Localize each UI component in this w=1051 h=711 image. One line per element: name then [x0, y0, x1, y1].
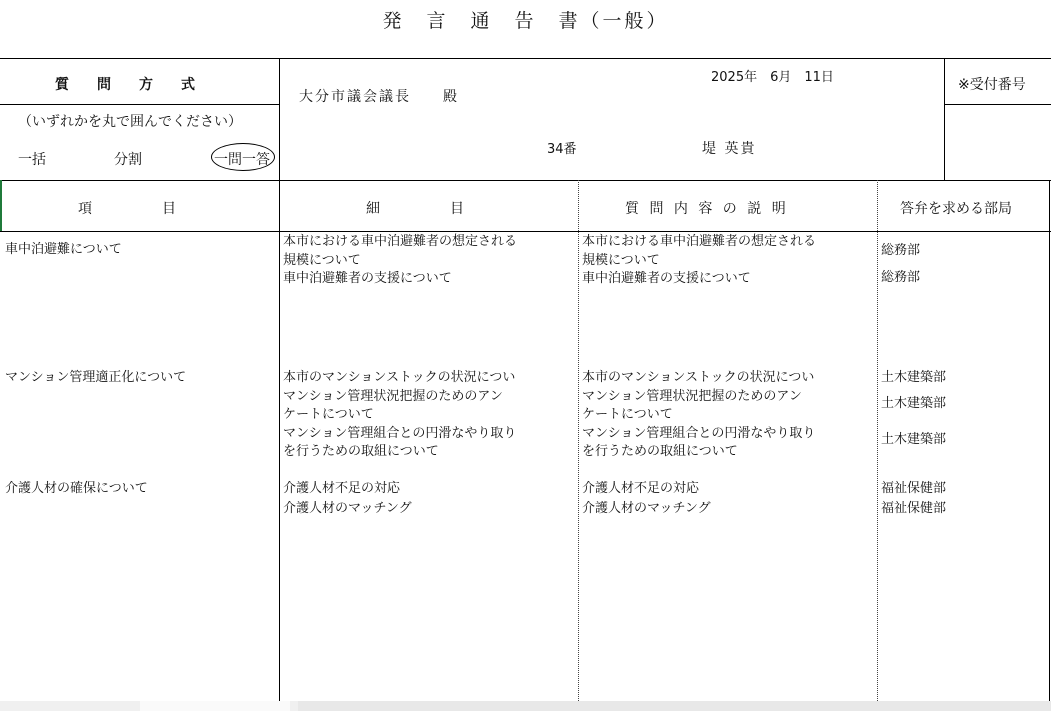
row-3-explanation-line: 介護人材不足の対応 — [582, 481, 700, 496]
row-1-explanations — [582, 233, 816, 289]
selection-circle — [211, 143, 275, 171]
row-1-explanation-line: 車中泊避難者の支援について — [582, 271, 751, 286]
method-option-split[interactable]: 分割 — [114, 152, 142, 168]
submission-date: 2025年 6月 11日 — [711, 70, 834, 85]
method-label: 質 問 方 式 — [55, 77, 195, 93]
row-2-explanation-line: マンション管理状況把握のためのアン — [582, 388, 802, 404]
col-line-2 — [578, 180, 579, 701]
col-line-3 — [877, 180, 878, 701]
row-2-explanation-line: 本市のマンションストックの状況につい — [582, 370, 815, 385]
row-2-details — [283, 369, 516, 462]
column-header-detail: 細 目 — [366, 201, 464, 217]
row-3-detail-line: 介護人材のマッチング — [283, 501, 412, 516]
method-note: （いずれかを丸で囲んでください） — [18, 114, 242, 130]
addressee: 大分市議会議長 殿 — [299, 89, 459, 105]
row-2-detail-line: ケートについて — [283, 407, 374, 422]
seat-number: 34番 — [547, 142, 577, 157]
row-2-detail-line: 本市のマンションストックの状況につい — [283, 370, 516, 385]
row-2-department-3: 土木建築部 — [881, 432, 947, 447]
row-3-explanations — [582, 480, 711, 519]
receipt-divider — [944, 104, 1051, 105]
column-header-bottom-border — [0, 231, 1051, 232]
col-line-4 — [1049, 180, 1050, 701]
horizontal-scrollbar[interactable] — [298, 701, 1051, 711]
method-option-one-by-one[interactable]: 一問一答 — [214, 152, 270, 168]
row-3-item: 介護人材の確保について — [5, 481, 148, 496]
bottom-bar-segment — [140, 701, 290, 711]
document-title: 発 言 通 告 書（一般） — [382, 10, 669, 32]
row-2-explanation-line: ケートについて — [582, 407, 673, 422]
row-2-detail-line: マンション管理状況把握のためのアン — [283, 388, 503, 404]
row-1-detail-line: 規模について — [283, 252, 361, 268]
row-3-details — [283, 480, 412, 519]
row-2-detail-line: を行うための取組について — [283, 444, 439, 459]
header-vline-1 — [279, 58, 280, 180]
col-line-1 — [279, 180, 280, 701]
column-header-item: 項 目 — [78, 201, 176, 217]
header-top-border — [0, 58, 1051, 59]
selected-cell-marker — [0, 180, 2, 231]
member-name: 堤 英貴 — [702, 141, 757, 157]
row-2-explanation-line: を行うための取組について — [582, 444, 738, 459]
bottom-scroll-area[interactable] — [0, 701, 1051, 711]
row-2-explanations — [582, 369, 815, 462]
row-3-department-2: 福祉保健部 — [881, 501, 947, 516]
row-1-explanation-line: 本市における車中泊避難者の想定される — [582, 234, 817, 249]
row-3-department-1: 福祉保健部 — [881, 481, 947, 496]
row-2-detail-line: マンション管理組合との円滑なやり取り — [283, 425, 517, 441]
row-2-item: マンション管理適正化について — [5, 370, 187, 385]
row-1-department-2: 総務部 — [881, 270, 921, 285]
row-2-explanation-line: マンション管理組合との円滑なやり取り — [582, 425, 816, 441]
row-3-detail-line: 介護人材不足の対応 — [283, 481, 401, 496]
row-1-details — [283, 233, 517, 289]
method-option-batch[interactable]: 一括 — [18, 152, 46, 168]
row-2-department-2: 土木建築部 — [881, 396, 947, 411]
column-header-department: 答弁を求める部局 — [900, 201, 1012, 217]
row-1-item: 車中泊避難について — [5, 242, 122, 257]
receipt-label: ※受付番号 — [958, 77, 1026, 93]
column-header-explanation: 質 問 内 容 の 説 明 — [625, 201, 789, 217]
row-1-department-1: 総務部 — [881, 243, 921, 258]
header-bottom-border — [0, 180, 1051, 181]
row-1-detail-line: 本市における車中泊避難者の想定される — [283, 234, 518, 249]
row-1-detail-line: 車中泊避難者の支援について — [283, 271, 452, 286]
row-1-explanation-line: 規模について — [582, 252, 660, 268]
row-2-department-1: 土木建築部 — [881, 370, 947, 385]
row-3-explanation-line: 介護人材のマッチング — [582, 501, 711, 516]
method-divider — [0, 104, 279, 105]
header-vline-2 — [944, 58, 945, 180]
